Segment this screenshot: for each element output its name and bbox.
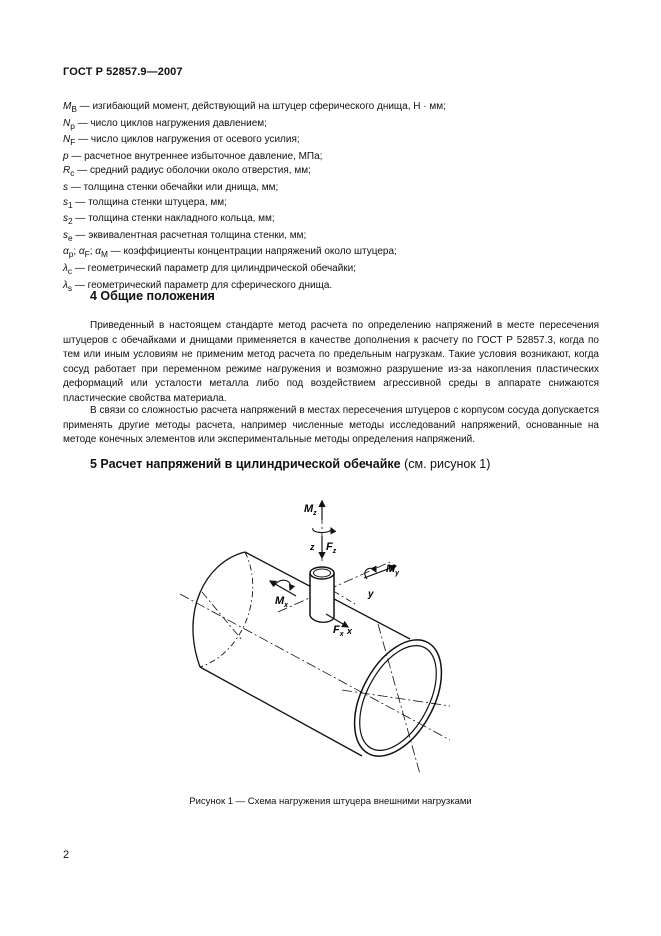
label-mx: $M_x$ [275, 595, 289, 609]
definition-symbol-subscript: p [70, 120, 75, 131]
section-4-paragraph-1: Приведенный в настоящем стандарте метод расчета по определению напряжений в месте пересечения штуцеров с обечайками и днищами применяется в качестве дополнения к расчету по ГОСТ Р 52857.3, когда по тем или иным условиям не применим метод расчета по предельным нагрузкам. Такие условия возникают, когда сосуд работает при переменном режиме нагружения и возможно разрушение из-за накопления пластических деформаций или усталости металла либо под воздействием агрессивной среды в аппарате снижаются пластические свойства материала. [63, 320, 599, 404]
label-fz: $F_z$ [326, 541, 337, 555]
definition-symbol: α [78, 246, 85, 258]
document-header: ГОСТ Р 52857.9—2007 [63, 66, 183, 78]
label-y: y [368, 589, 374, 600]
definition-symbol: s [63, 196, 68, 208]
definition-symbol-subscript: e [68, 232, 73, 243]
label-z: z [310, 542, 315, 552]
definition-text: — число циклов нагружения от осевого усилия; [75, 134, 300, 146]
definition-item [63, 164, 623, 181]
figure-1-caption: Рисунок 1 — Схема нагружения штуцера внешними нагрузками [189, 796, 472, 807]
definition-text: — эквивалентная расчетная толщина стенки, мм; [72, 229, 307, 241]
nozzle-loading-diagram [150, 492, 480, 777]
definition-symbol-subscript: 2 [68, 216, 73, 227]
left-end-center-line [202, 592, 242, 640]
definition-text: — толщина стенки штуцера, мм; [72, 196, 227, 208]
definition-symbol: s [63, 181, 68, 193]
cylinder-bottom-edge [200, 667, 362, 756]
section-5-title-reference: (см. рисунок 1) [400, 457, 491, 471]
definition-item [63, 196, 623, 213]
section-5-title [90, 457, 490, 471]
label-mz: $M_z$ [304, 503, 317, 517]
definition-item [63, 117, 623, 134]
definition-text: — геометрический параметр для цилиндрической обечайки; [72, 262, 357, 274]
definition-separator: ; [73, 246, 79, 258]
definition-text: — изгибающий момент, действующий на штуцер сферического днища, Н · мм; [76, 101, 446, 112]
definition-item [63, 100, 623, 117]
definition-symbol: λ [63, 279, 68, 291]
definition-symbol: p [63, 150, 69, 162]
definition-item [63, 212, 623, 229]
mx-arrow [270, 581, 296, 596]
page-number: 2 [63, 849, 70, 861]
section-4-paragraph-2: В связи со сложностью расчета напряжений в местах пересечения штуцеров с корпусом сосуда допускается применять другие методы расчета, например численные методы исследований напряжений, основанные на методе конечных элементов или экспериментальные методы определения напряжений. [63, 405, 599, 446]
definition-text: — расчетное внутреннее избыточное давление, МПа; [68, 150, 323, 162]
definition-symbol-subscript: F [70, 137, 76, 148]
definition-text: — толщина стенки обечайки или днища, мм; [68, 181, 279, 193]
definition-text: — коэффициенты концентрации напряжений около штуцера; [107, 246, 397, 258]
definition-symbol-subscript: c [67, 265, 73, 276]
definition-symbol-subscript: s [67, 282, 73, 293]
definition-symbol-subscript: M [100, 249, 108, 260]
definition-symbol: N [63, 134, 71, 146]
definition-symbol: α [95, 246, 101, 258]
definition-symbol-subscript: c [70, 168, 75, 179]
definition-symbol: λ [63, 262, 68, 274]
definition-item [63, 262, 623, 279]
definition-symbol-subscript: 1 [68, 199, 73, 210]
definition-text: — толщина стенки накладного кольца, мм; [72, 213, 275, 225]
definition-symbol-subscript: p [68, 249, 74, 260]
definition-symbol: s [63, 229, 68, 241]
definition-symbol: α [63, 246, 69, 258]
definition-item [63, 229, 623, 246]
definition-symbol: M [63, 101, 72, 112]
definition-text: — число циклов нагружения давлением; [74, 117, 267, 129]
definition-symbol: R [63, 165, 71, 177]
definition-item [63, 150, 623, 165]
section-5-title-text: 5 Расчет напряжений в цилиндрической обечайке [90, 457, 401, 471]
cylinder-left-end [193, 552, 245, 667]
label-x: x [347, 626, 353, 636]
definition-item [63, 181, 623, 196]
definition-symbol-subscript: B [71, 104, 77, 114]
definition-text: — средний радиус оболочки около отверстия, мм; [74, 165, 311, 177]
definition-item [63, 245, 623, 262]
definition-symbol: s [63, 213, 68, 225]
symbol-definitions-list [63, 100, 623, 295]
section-4-title: 4 Общие положения [90, 289, 215, 303]
label-fx: $F_x$ [333, 624, 344, 638]
definition-symbol: N [63, 117, 71, 129]
definition-item [63, 133, 623, 150]
definition-separator: ; [89, 246, 96, 258]
label-my: $M_y$ [386, 563, 400, 577]
definition-text: — геометрический параметр для сферического днища. [72, 279, 333, 291]
definition-symbol-subscript: F [84, 249, 90, 260]
figure-1-diagram [150, 492, 480, 777]
